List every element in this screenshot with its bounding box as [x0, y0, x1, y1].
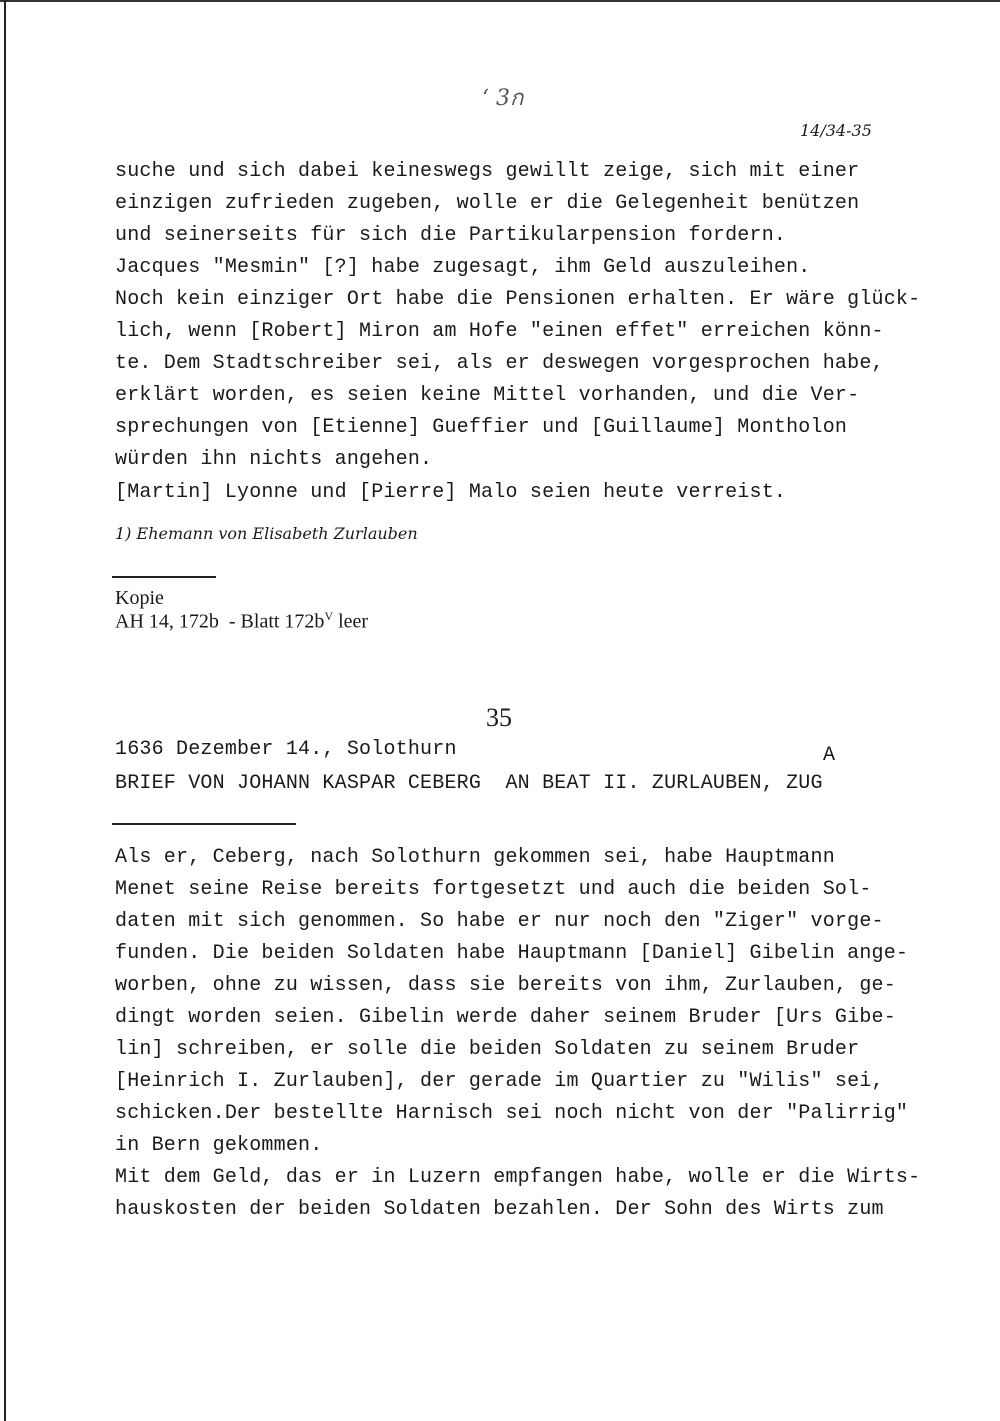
- summary-line: Mit dem Geld, das er in Luzern empfangen habe, wolle er die Wirts-: [115, 1166, 921, 1189]
- body-line: suche und sich dabei keineswegs gewillt zeige, sich mit einer: [115, 160, 860, 183]
- source-citation: [115, 609, 368, 634]
- document-reference: 14/34-35: [800, 121, 872, 140]
- body-line: erklärt worden, es seien keine Mittel vorhanden, und die Ver-: [115, 384, 860, 407]
- source-divider: [112, 576, 216, 578]
- summary-line: [Heinrich I. Zurlauben], der gerade im Quartier zu "Wilis" sei,: [115, 1070, 884, 1093]
- body-line: und seinerseits für sich die Partikularpension fordern.: [115, 224, 787, 247]
- body-line: lich, wenn [Robert] Miron am Hofe "einen effet" erreichen könn-: [115, 320, 884, 343]
- summary-line: Menet seine Reise bereits fortgesetzt und auch die beiden Sol-: [115, 878, 872, 901]
- citation-superscript: V: [324, 609, 334, 623]
- scan-edge-left: [4, 0, 6, 1421]
- scan-edge-top: [0, 0, 1000, 2]
- footnote: 1) Ehemann von Elisabeth Zurlauben: [115, 524, 418, 543]
- body-line: würden ihn nichts angehen.: [115, 448, 433, 471]
- summary-line: daten mit sich genommen. So habe er nur noch den "Ziger" vorge-: [115, 910, 884, 933]
- summary-line: worben, ohne zu wissen, dass sie bereits von ihm, Zurlauben, ge-: [115, 974, 896, 997]
- body-line: Noch kein einziger Ort habe die Pensionen erhalten. Er wäre glück-: [115, 288, 921, 311]
- summary-line: hauskosten der beiden Soldaten bezahlen. Der Sohn des Wirts zum: [115, 1198, 884, 1221]
- citation-text: AH 14, 172b - Blatt 172b: [115, 610, 325, 633]
- document-number: 35: [486, 703, 512, 732]
- date-place: 1636 Dezember 14., Solothurn: [115, 738, 457, 761]
- document-title: BRIEF VON JOHANN KASPAR CEBERG AN BEAT II. ZURLAUBEN, ZUG: [115, 772, 823, 795]
- source-kind: Kopie: [115, 587, 164, 609]
- summary-line: funden. Die beiden Soldaten habe Hauptmann [Daniel] Gibelin ange-: [115, 942, 909, 965]
- summary-line: in Bern gekommen.: [115, 1134, 323, 1157]
- summary-line: dingt worden seien. Gibelin werde daher seinem Bruder [Urs Gibe-: [115, 1006, 896, 1029]
- handwritten-stamp: ʻ 3ก: [482, 86, 524, 111]
- body-line: Jacques "Mesmin" [?] habe zugesagt, ihm Geld auszuleihen.: [115, 256, 811, 279]
- summary-line: schicken.Der bestellte Harnisch sei noch nicht von der "Palirrig": [115, 1102, 909, 1125]
- body-line: te. Dem Stadtschreiber sei, als er deswegen vorgesprochen habe,: [115, 352, 884, 375]
- summary-line: Als er, Ceberg, nach Solothurn gekommen sei, habe Hauptmann: [115, 846, 835, 869]
- title-divider: [112, 823, 296, 825]
- citation-suffix: leer: [333, 610, 369, 633]
- body-line: sprechungen von [Etienne] Gueffier und [Guillaume] Montholon: [115, 416, 848, 439]
- document-category: A: [823, 744, 836, 767]
- summary-line: lin] schreiben, er solle die beiden Soldaten zu seinem Bruder: [115, 1038, 860, 1061]
- body-line: [Martin] Lyonne und [Pierre] Malo seien heute verreist.: [115, 481, 787, 504]
- body-line: einzigen zufrieden zugeben, wolle er die Gelegenheit benützen: [115, 192, 860, 215]
